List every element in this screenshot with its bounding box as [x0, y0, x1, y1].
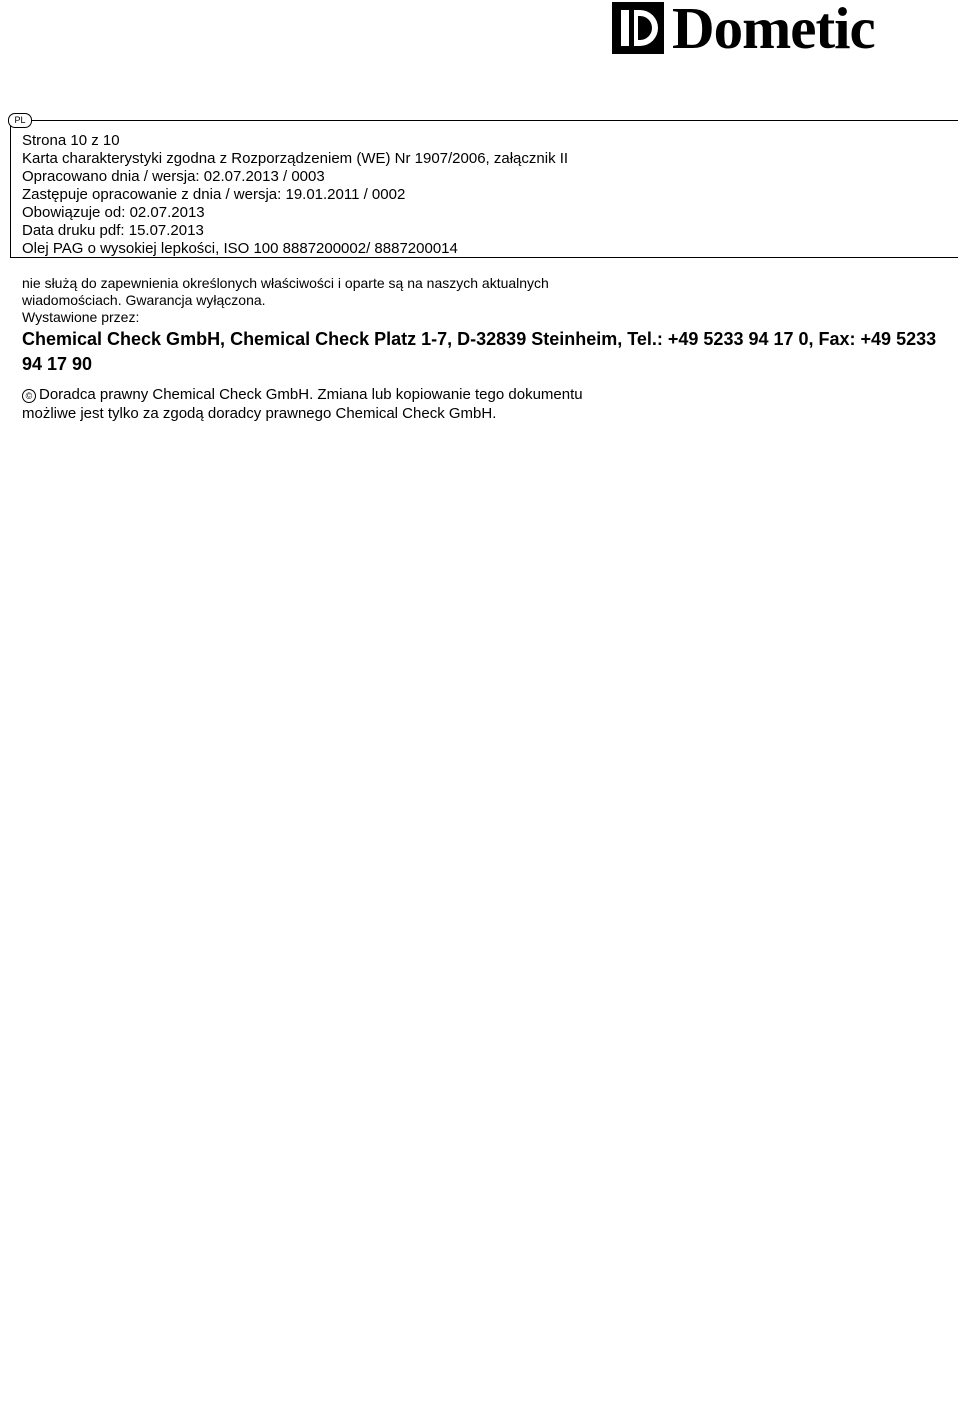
supersedes: Zastępuje opracowanie z dnia / wersja: 19.01.2011 / 0002	[22, 186, 406, 203]
copyright-line: Doradca prawny Chemical Check GmbH. Zmiana lub kopiowanie tego dokumentu	[39, 386, 583, 403]
document-header	[22, 132, 952, 258]
disclaimer-line: nie służą do zapewnienia określonych właściwości i oparte są na naszych aktualnych	[22, 275, 549, 291]
document-body	[22, 275, 952, 423]
document-title: Karta charakterystyki zgodna z Rozporządzeniem (WE) Nr 1907/2006, załącznik II	[22, 150, 569, 167]
dometic-logo	[612, 0, 958, 61]
dometic-emblem-icon	[612, 2, 664, 54]
copyright-notice-cont	[22, 404, 952, 423]
copyright-icon: ©	[22, 389, 36, 403]
brand-name: Dometic	[672, 0, 875, 61]
header-frame-top	[10, 120, 958, 122]
header-frame-left	[10, 120, 11, 258]
copyright-line: możliwe jest tylko za zgodą doradcy prawnego Chemical Check GmbH.	[22, 405, 497, 422]
disclaimer-line: wiadomościach. Gwarancja wyłączona.	[22, 292, 266, 308]
print-date: Data druku pdf: 15.07.2013	[22, 222, 204, 239]
language-badge: PL	[8, 113, 32, 128]
issuer-details: Chemical Check GmbH, Chemical Check Platz 1-7, D-32839 Steinheim, Tel.: +49 5233 94 17 0, Fax: +49 5233 94 17 90	[22, 329, 937, 374]
issued-by-label: Wystawione przez:	[22, 309, 140, 325]
page-number: Strona 10 z 10	[22, 132, 120, 149]
product-name: Olej PAG o wysokiej lepkości, ISO 100 8887200002/ 8887200014	[22, 240, 458, 257]
copyright-notice	[22, 385, 952, 404]
valid-from: Obowiązuje od: 02.07.2013	[22, 204, 205, 221]
revision-date: Opracowano dnia / wersja: 02.07.2013 / 0003	[22, 168, 325, 185]
